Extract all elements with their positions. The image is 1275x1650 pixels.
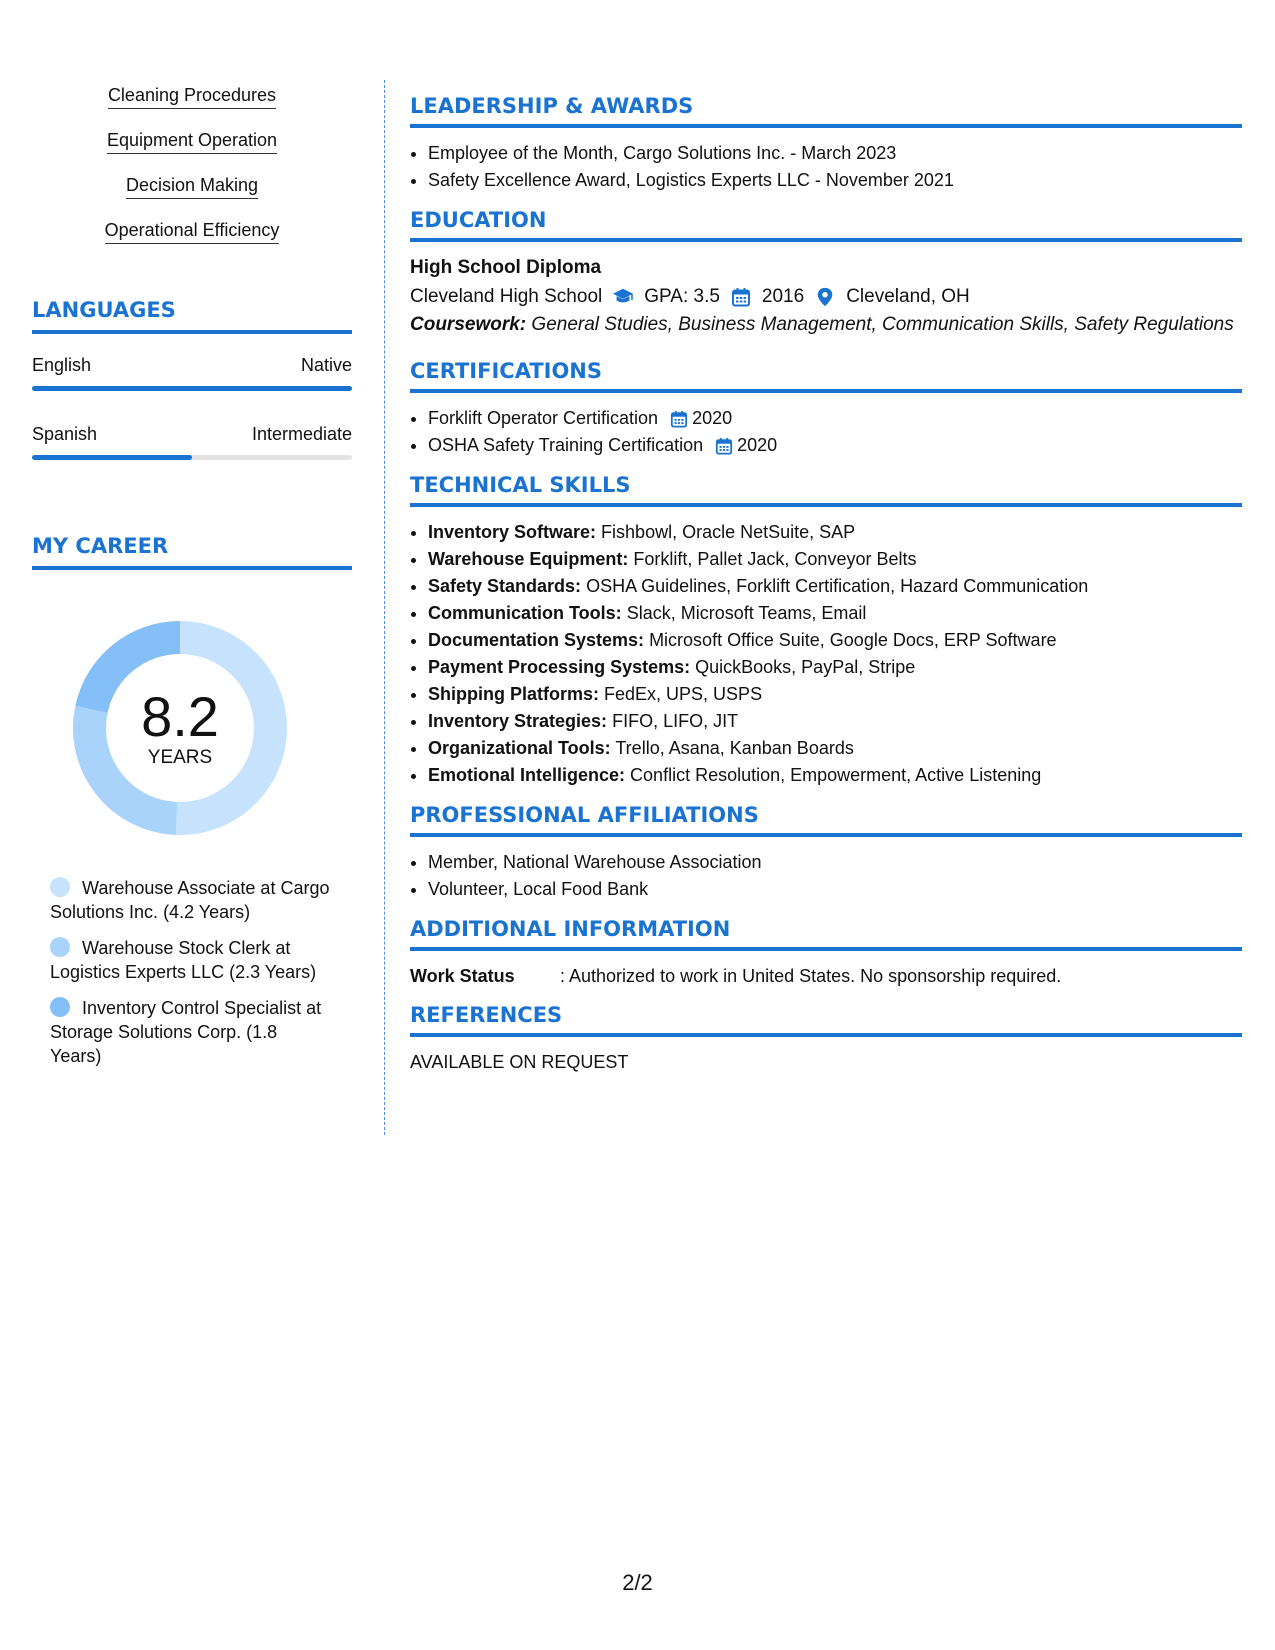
references-text: AVAILABLE ON REQUEST — [410, 1052, 629, 1072]
legend-dot — [50, 997, 70, 1017]
language-english — [32, 354, 352, 391]
skill-category: Warehouse Equipment: — [428, 549, 629, 569]
legend-label: Inventory Control Specialist at Storage Solutions Corp. (1.8 Years) — [50, 998, 322, 1066]
skill-category: Payment Processing Systems: — [428, 657, 691, 677]
map-pin-icon — [814, 287, 836, 307]
additional-info-section — [410, 917, 1242, 989]
skill-category: Communication Tools: — [428, 603, 622, 623]
legend-label: Warehouse Stock Clerk at Logistics Experts LLC (2.3 Years) — [50, 938, 317, 982]
skill-values: Trello, Asana, Kanban Boards — [615, 738, 854, 758]
skill-category: Shipping Platforms: — [428, 684, 599, 704]
skill-tags — [32, 84, 352, 264]
calendar-icon — [730, 287, 752, 307]
skill-values: OSHA Guidelines, Forklift Certification, Hazard Communication — [586, 576, 1089, 596]
skill-list-item — [428, 708, 1242, 735]
education-school: Cleveland High School — [410, 286, 603, 307]
career-legend-item — [50, 936, 332, 984]
language-name: English — [32, 355, 92, 375]
skill-category: Inventory Strategies: — [428, 711, 608, 731]
section-title: CERTIFICATIONS — [410, 359, 1242, 393]
section-title: REFERENCES — [410, 1003, 1242, 1037]
work-status-row — [410, 963, 1242, 989]
education-location: Cleveland, OH — [846, 286, 970, 307]
skill-list-item — [428, 519, 1242, 546]
work-status-label: Work Status — [410, 966, 515, 986]
technical-skills-section — [410, 473, 1242, 789]
section-title: EDUCATION — [410, 208, 1242, 242]
certification-year: 2020 — [692, 408, 733, 428]
page-number: 2/2 — [622, 1570, 653, 1595]
skill-category: Inventory Software: — [428, 522, 597, 542]
skill-tag: Cleaning Procedures — [108, 84, 276, 109]
references-section — [410, 1003, 1242, 1075]
skill-list-item — [428, 681, 1242, 708]
skill-values: Slack, Microsoft Teams, Email — [626, 603, 867, 623]
section-title: PROFESSIONAL AFFILIATIONS — [410, 803, 1242, 837]
skill-category: Documentation Systems: — [428, 630, 645, 650]
legend-label: Warehouse Associate at Cargo Solutions Inc. (4.2 Years) — [50, 878, 330, 922]
list-item: • Safety Excellence Award, Logistics Experts LLC - November 2021 — [428, 167, 1242, 194]
list-item: • Volunteer, Local Food Bank — [428, 876, 1242, 903]
education-section — [410, 208, 1242, 337]
language-bar-fill — [32, 455, 192, 460]
work-status-value: : Authorized to work in United States. No sponsorship required. — [560, 966, 1062, 986]
career-donut-chart — [66, 614, 294, 842]
career-legend-item — [50, 996, 332, 1068]
career-legend-item — [50, 876, 332, 924]
skill-list-item — [428, 573, 1242, 600]
certifications-section — [410, 359, 1242, 459]
language-level: Intermediate — [251, 424, 352, 444]
skill-category: Emotional Intelligence: — [428, 765, 626, 785]
coursework-value: General Studies, Business Management, Communication Skills, Safety Regulations — [531, 314, 1234, 335]
language-bar — [32, 386, 352, 391]
skill-values: Forklift, Pallet Jack, Conveyor Belts — [633, 549, 917, 569]
skill-values: Microsoft Office Suite, Google Docs, ERP Software — [649, 630, 1057, 650]
section-title: LEADERSHIP & AWARDS — [410, 94, 1242, 128]
skill-tag: Equipment Operation — [107, 129, 277, 154]
legend-dot — [50, 937, 70, 957]
skill-values: Fishbowl, Oracle NetSuite, SAP — [601, 522, 856, 542]
section-title: ADDITIONAL INFORMATION — [410, 917, 1242, 951]
list-item — [428, 405, 1242, 432]
calendar-icon — [715, 437, 733, 455]
skill-category: Organizational Tools: — [428, 738, 611, 758]
career-total-value: 8.2 — [141, 685, 219, 748]
skill-values: FIFO, LIFO, JIT — [612, 711, 739, 731]
skill-list-item — [428, 627, 1242, 654]
language-bar — [32, 455, 352, 460]
career-title: MY CAREER — [32, 534, 352, 570]
skill-list-item — [428, 735, 1242, 762]
left-column — [32, 84, 352, 1080]
skill-list-item — [428, 654, 1242, 681]
skill-category: Safety Standards: — [428, 576, 582, 596]
skill-list-item — [428, 762, 1242, 789]
education-degree: High School Diploma — [410, 257, 602, 278]
language-spanish — [32, 423, 352, 460]
education-year: 2016 — [761, 286, 805, 307]
graduation-cap-icon — [612, 287, 634, 307]
language-bar-fill — [32, 386, 352, 391]
education-coursework — [410, 312, 1242, 337]
list-item: • Member, National Warehouse Association — [428, 849, 1242, 876]
skill-list-item — [428, 600, 1242, 627]
career-total-unit: YEARS — [147, 747, 213, 768]
legend-dot — [50, 877, 70, 897]
leadership-section — [410, 94, 1242, 194]
certification-name: • OSHA Safety Training Certification — [428, 435, 704, 455]
languages-title: LANGUAGES — [32, 298, 352, 334]
technical-skills-list — [410, 519, 1242, 789]
education-gpa: GPA: 3.5 — [644, 286, 720, 307]
skill-values: FedEx, UPS, USPS — [604, 684, 763, 704]
skill-values: QuickBooks, PayPal, Stripe — [695, 657, 916, 677]
skill-tag: Decision Making — [126, 174, 258, 199]
coursework-label: Coursework: — [410, 314, 527, 335]
certification-name: • Forklift Operator Certification — [428, 408, 659, 428]
list-item — [428, 432, 1242, 459]
language-level: Native — [300, 355, 352, 375]
section-title: TECHNICAL SKILLS — [410, 473, 1242, 507]
career-legend — [32, 876, 332, 1068]
column-divider — [384, 80, 385, 1135]
skill-list-item — [428, 546, 1242, 573]
certification-year: 2020 — [737, 435, 778, 455]
skill-values: Conflict Resolution, Empowerment, Active Listening — [630, 765, 1042, 785]
education-meta — [410, 282, 1242, 312]
list-item: • Employee of the Month, Cargo Solutions Inc. - March 2023 — [428, 140, 1242, 167]
calendar-icon — [670, 410, 688, 428]
language-name: Spanish — [32, 424, 98, 444]
affiliations-section — [410, 803, 1242, 903]
right-column — [410, 94, 1242, 1089]
skill-tag: Operational Efficiency — [105, 219, 280, 244]
